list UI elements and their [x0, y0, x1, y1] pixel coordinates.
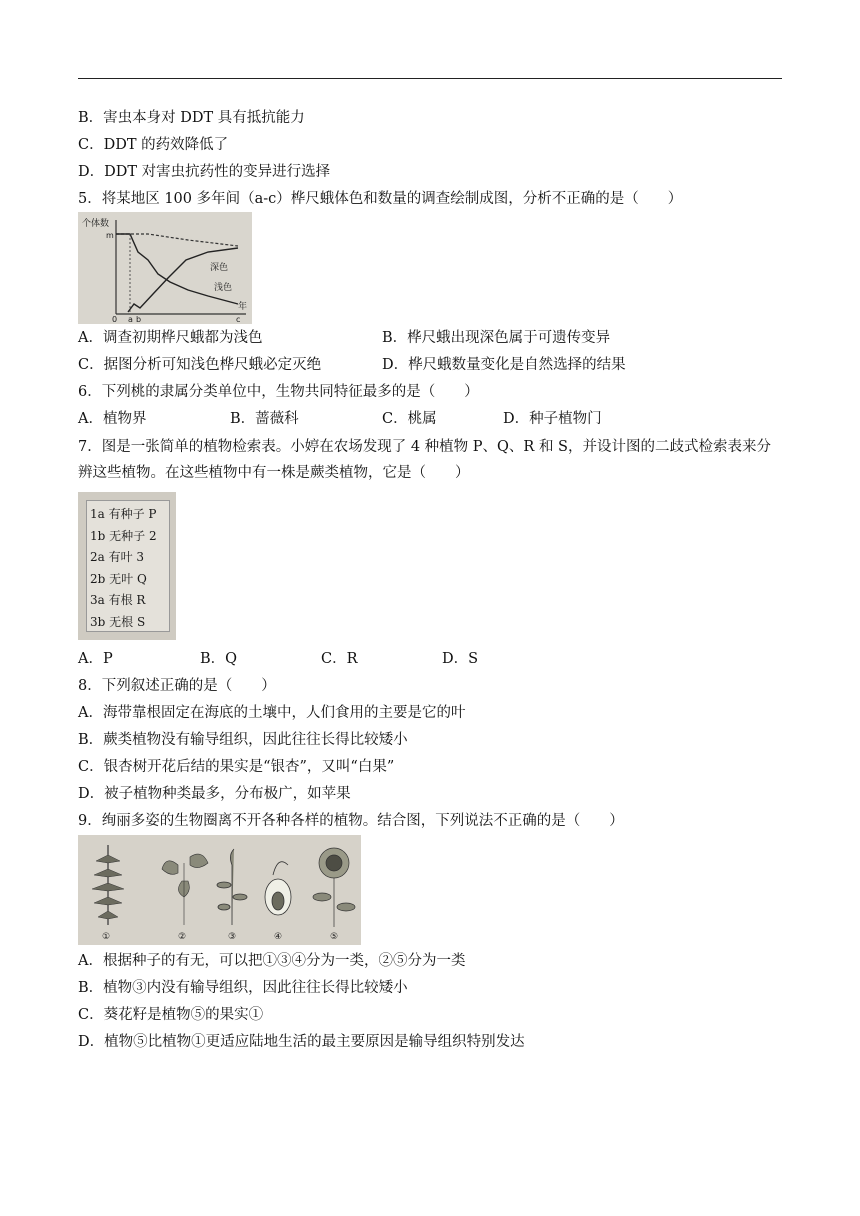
- q7-stem-line2: 辨这些植物。在这些植物中有一株是蕨类植物，它是（ ）: [78, 465, 470, 481]
- q7-option-a: A．P: [78, 651, 113, 667]
- q6-option-b: B．蔷薇科: [230, 411, 299, 427]
- q6-option-a: A．植物界: [78, 411, 147, 427]
- q9-option-c: C．葵花籽是植物⑤的果实①: [78, 1007, 264, 1023]
- q8-option-b: B．蕨类植物没有输导组织，因此往往长得比较矮小: [78, 732, 408, 748]
- q6-option-d: D．种子植物门: [503, 411, 602, 427]
- q9-label-4: ④: [274, 932, 283, 942]
- q5-tick-c: c: [236, 315, 241, 324]
- q7-key-1b: 1b 无种子 2: [90, 528, 157, 543]
- q9-plants-figure: [78, 835, 361, 945]
- q9-label-1: ①: [102, 932, 111, 942]
- q5-series-light: 浅色: [214, 283, 233, 293]
- q8-option-d: D．被子植物种类最多，分布极广，如苹果: [78, 786, 351, 802]
- q8-stem: 8．下列叙述正确的是（ ）: [78, 678, 276, 694]
- q4-option-b: B．害虫本身对 DDT 具有抵抗能力: [78, 110, 305, 126]
- q5-peppered-moth-graph: [78, 212, 252, 324]
- q5-stem: 5．将某地区 100 多年间（a-c）桦尺蛾体色和数量的调查绘制成图，分析不正确的是（ ）: [78, 191, 683, 207]
- q5-tick-b: b: [136, 315, 142, 324]
- q7-option-c: C．R: [321, 651, 358, 667]
- q7-key-2a: 2a 有叶 3: [90, 550, 145, 564]
- q7-key-3b: 3b 无根 S: [90, 614, 146, 629]
- q9-stem: 9．绚丽多姿的生物圈离不开各种各样的植物。结合图，下列说法不正确的是（ ）: [78, 813, 624, 829]
- q5-option-c: C．据图分析可知浅色桦尺蛾必定灭绝: [78, 357, 322, 373]
- q5-tick-a: a: [128, 315, 133, 324]
- q5-series-dark: 深色: [210, 263, 229, 273]
- q7-option-d: D．S: [442, 651, 479, 667]
- q5-tick-0: 0: [112, 315, 118, 324]
- header-rule: [78, 78, 782, 79]
- q4-option-d: D．DDT 对害虫抗药性的变异进行选择: [78, 164, 331, 180]
- q7-key-3a: 3a 有根 R: [90, 593, 146, 607]
- q8-option-c: C．银杏树开花后结的果实是“银杏”，又叫“白果”: [78, 759, 395, 775]
- q5-xlabel: 年: [238, 302, 248, 312]
- q7-key-2b: 2b 无叶 Q: [90, 571, 147, 586]
- q9-option-a: A．根据种子的有无，可以把①③④分为一类，②⑤分为一类: [78, 953, 466, 969]
- q7-stem-line1: 7．图是一张简单的植物检索表。小婷在农场发现了 4 种植物 P、Q、R 和 S，并设计图的二歧式检索表来分: [78, 439, 771, 455]
- q7-dichotomous-key-photo: [78, 492, 176, 640]
- q7-option-b: B．Q: [200, 651, 238, 667]
- q9-label-3: ③: [228, 932, 237, 942]
- q4-option-c: C．DDT 的药效降低了: [78, 137, 229, 153]
- q7-key-1a: 1a 有种子 P: [90, 507, 157, 521]
- q9-option-d: D．植物⑤比植物①更适应陆地生活的最主要原因是输导组织特别发达: [78, 1034, 525, 1050]
- q5-m-label: m: [106, 231, 114, 240]
- q6-stem: 6．下列桃的隶属分类单位中，生物共同特征最多的是（ ）: [78, 384, 479, 400]
- q9-option-b: B．植物③内没有输导组织，因此往往长得比较矮小: [78, 980, 408, 996]
- q5-option-d: D．桦尺蛾数量变化是自然选择的结果: [382, 357, 626, 373]
- q5-option-b: B．桦尺蛾出现深色属于可遗传变异: [382, 330, 611, 346]
- q9-label-5: ⑤: [330, 932, 339, 942]
- q6-option-c: C．桃属: [382, 411, 437, 427]
- q9-label-2: ②: [178, 932, 187, 942]
- q5-option-a: A．调查初期桦尺蛾都为浅色: [78, 330, 263, 346]
- q5-ylabel: 个体数: [82, 219, 110, 229]
- q8-option-a: A．海带靠根固定在海底的土壤中，人们食用的主要是它的叶: [78, 705, 466, 721]
